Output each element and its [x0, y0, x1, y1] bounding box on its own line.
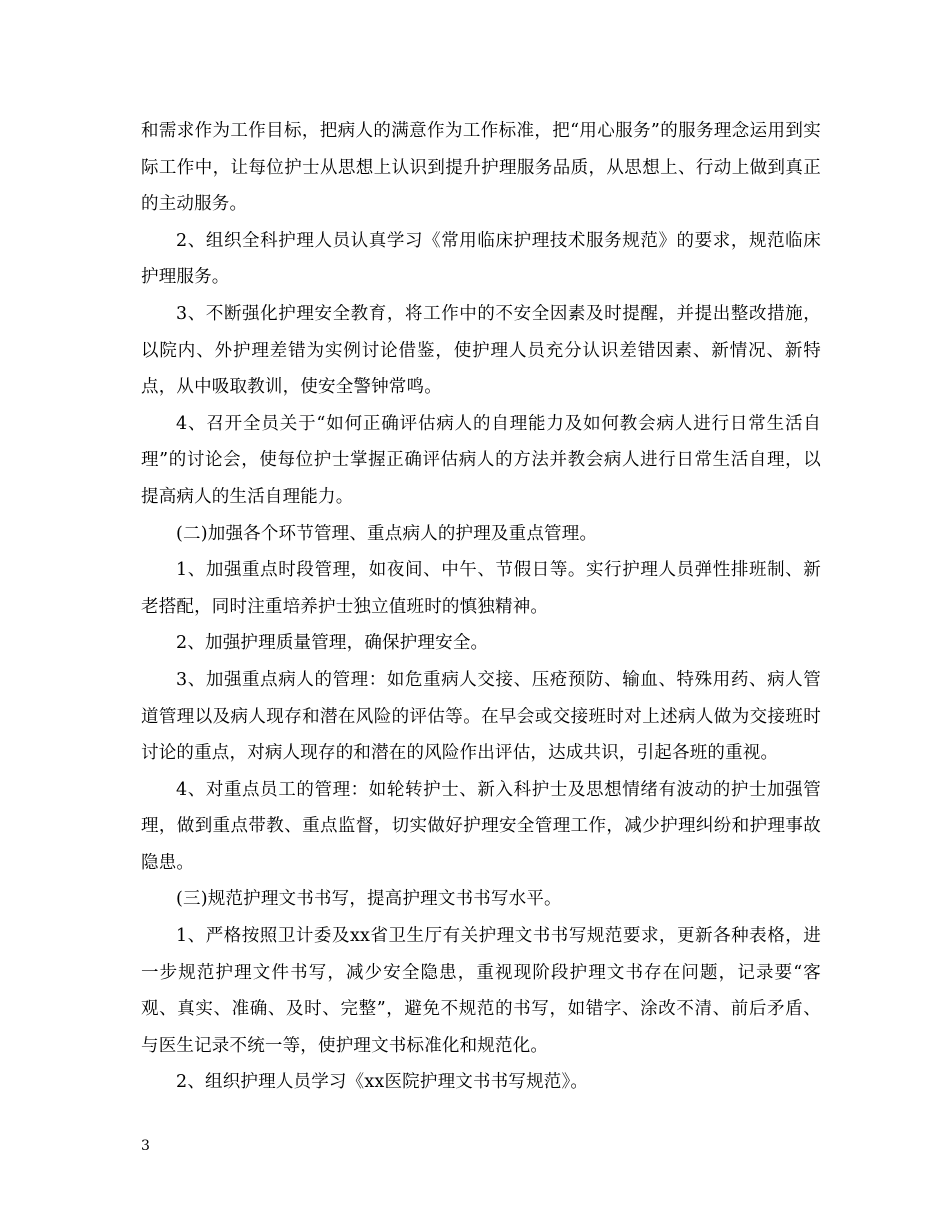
paragraph-8: 4、对重点员工的管理：如轮转护士、新入科护士及思想情绪有波动的护士加强管理，做到重点带教、重点监督，切实做好护理安全管理工作，减少护理纠纷和护理事故隐患。: [141, 779, 821, 873]
paragraph-1: 和需求作为工作目标，把病人的满意作为工作标准，把“用心服务”的服务理念运用到实际工作中，让每位护士从思想上认识到提升护理服务品质，从思想上、行动上做到真正的主动服务。: [141, 121, 821, 215]
paragraph-9: 1、严格按照卫计委及xx省卫生厅有关护理文书书写规范要求，更新各种表格，进一步规范护理文件书写，减少安全隐患，重视现阶段护理文书存在问题，记录要“客观、真实、准确、及时、完整”，避免不规范的书写，如错字、涂改不清、前后矛盾、与医生记录不统一等，使护理文书标准化和规范化。: [141, 926, 821, 1056]
paragraph-6: 2、加强护理质量管理，确保护理安全。: [176, 633, 489, 654]
section-heading-3: (三)规范护理文书书写，提高护理文书书写水平。: [176, 889, 562, 910]
paragraph-3: 3、不断强化护理安全教育，将工作中的不安全因素及时提醒，并提出整改措施，以院内、外护理差错为实例讨论借鉴，使护理人员充分认识差错因素、新情况、新特点，从中吸取教训，使安全警钟常鸣。: [141, 303, 821, 398]
paragraph-4: 4、召开全员关于“如何正确评估病人的自理能力及如何教会病人进行日常生活自理”的讨论会，使每位护士掌握正确评估病人的方法并教会病人进行日常生活自理，以提高病人的生活自理能力。: [141, 413, 821, 507]
paragraph-5: 1、加强重点时段管理，如夜间、中午、节假日等。实行护理人员弹性排班制、新老搭配，同时注重培养护士独立值班时的慎独精神。: [141, 560, 821, 617]
paragraph-2: 2、组织全科护理人员认真学习《常用临床护理技术服务规范》的要求，规范临床护理服务。: [141, 230, 821, 288]
section-heading-2: (二)加强各个环节管理、重点病人的护理及重点管理。: [176, 523, 598, 544]
paragraph-7: 3、加强重点病人的管理：如危重病人交接、压疮预防、输血、特殊用药、病人管道管理以及病人现存和潜在风险的评估等。在早会或交接班时对上述病人做为交接班时讨论的重点，对病人现存的和潜在的风险作出评估，达成共识，引起各班的重视。: [141, 669, 821, 764]
document-body: [141, 113, 821, 1101]
paragraph-10: 2、组织护理人员学习《xx医院护理文书书写规范》。: [176, 1072, 589, 1093]
page-number: 3: [141, 1138, 150, 1154]
